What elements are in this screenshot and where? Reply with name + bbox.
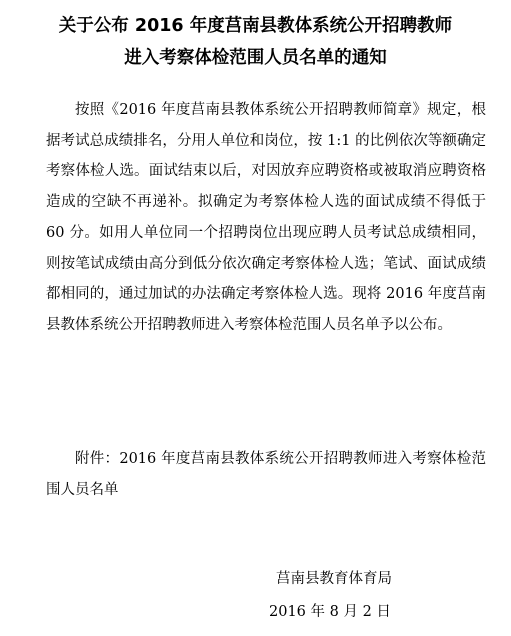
notice-title-line-2: 进入考察体检范围人员名单的通知 [124, 48, 387, 68]
notice-title [0, 10, 511, 74]
notice-body-paragraph: 按照《2016 年度莒南县教体系统公开招聘教师简章》规定，根据考试总成绩排名，分用人单位和岗位，按 1:1 的比例依次等额确定考察体检人选。面试结束以后，对因放弃应聘资格或被取消应聘资格造成的空缺不再递补。拟确定为考察体检人选的面试成绩不得低于 60 分。如用人单位同一个招聘岗位出现应聘人员考试总成绩相同，则按笔试成绩由高分到低分依次确定考察体检人选；笔试、面试成绩都相同的，通过加试的办法确定考察体检人选。现将 2016 年度莒南县教体系统公开招聘教师进入考察体检范围人员名单予以公布。 [46, 102, 486, 333]
issue-date: 2016 年 8 月 2 日 [269, 604, 391, 620]
notice-attachment: 附件：2016 年度莒南县教体系统公开招聘教师进入考察体检范围人员名单 [46, 451, 486, 498]
issuer-name: 莒南县教育体育局 [276, 571, 392, 587]
notice-title-line-1: 关于公布 2016 年度莒南县教体系统公开招聘教师 [58, 16, 453, 36]
